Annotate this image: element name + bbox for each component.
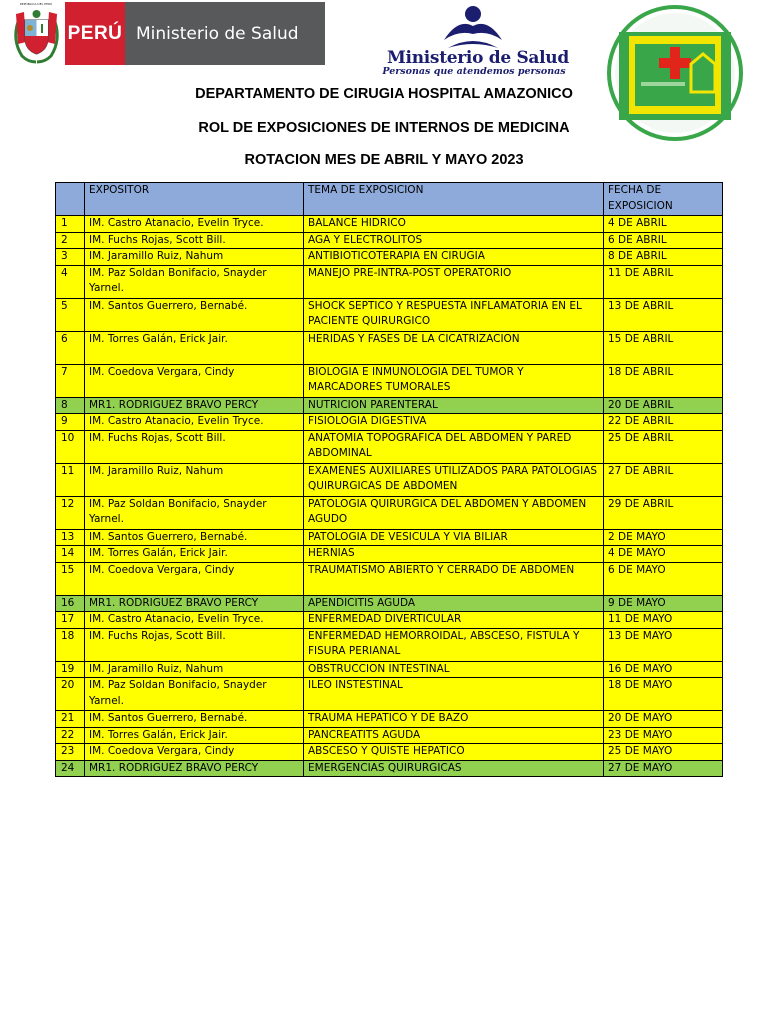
row-number: 15 — [56, 562, 85, 595]
row-fecha: 22 DE ABRIL — [604, 414, 723, 431]
row-number: 23 — [56, 744, 85, 761]
row-number: 10 — [56, 430, 85, 463]
row-fecha: 4 DE MAYO — [604, 546, 723, 563]
row-fecha: 27 DE ABRIL — [604, 463, 723, 496]
row-number: 24 — [56, 760, 85, 777]
peru-ministerio-logo — [8, 2, 325, 65]
minsa-subtitle: Personas que atendemos personas — [382, 66, 566, 77]
row-fecha: 18 DE ABRIL — [604, 364, 723, 397]
row-fecha: 15 DE ABRIL — [604, 331, 723, 364]
minsa-logo — [355, 4, 591, 76]
table-row — [56, 529, 723, 546]
row-fecha: 25 DE ABRIL — [604, 430, 723, 463]
header-expositor: EXPOSITOR — [85, 183, 304, 216]
row-expositor: IM. Torres Galán, Erick Jair. — [85, 727, 304, 744]
schedule-title: ROL DE EXPOSICIONES DE INTERNOS DE MEDICINA — [198, 120, 570, 136]
row-expositor: IM. Coedova Vergara, Cindy — [85, 364, 304, 397]
exposiciones-table — [55, 182, 723, 777]
row-number: 16 — [56, 595, 85, 612]
row-number: 4 — [56, 265, 85, 298]
minsa-people-icon — [438, 4, 508, 50]
table-row — [56, 562, 723, 595]
table-row — [56, 298, 723, 331]
row-fecha: 2 DE MAYO — [604, 529, 723, 546]
row-number: 11 — [56, 463, 85, 496]
row-tema: BIOLOGIA E INMUNOLOGIA DEL TUMOR Y MARCADORES TUMORALES — [304, 364, 604, 397]
row-fecha: 27 DE MAYO — [604, 760, 723, 777]
row-fecha: 13 DE MAYO — [604, 628, 723, 661]
table-row — [56, 661, 723, 678]
row-number: 20 — [56, 678, 85, 711]
row-expositor: IM. Paz Soldan Bonifacio, Snayder Yarnel. — [85, 678, 304, 711]
table-row — [56, 711, 723, 728]
row-number: 6 — [56, 331, 85, 364]
table-row — [56, 595, 723, 612]
row-tema: OBSTRUCCION INTESTINAL — [304, 661, 604, 678]
row-expositor: IM. Castro Atanacio, Evelin Tryce. — [85, 216, 304, 233]
header-number — [56, 183, 85, 216]
row-tema: PATOLOGIA QUIRURGICA DEL ABDOMEN Y ABDOMEN AGUDO — [304, 496, 604, 529]
header-fecha: FECHA DE EXPOSICION — [604, 183, 723, 216]
rotation-title: ROTACION MES DE ABRIL Y MAYO 2023 — [244, 152, 524, 168]
row-expositor: IM. Coedova Vergara, Cindy — [85, 744, 304, 761]
table-row — [56, 397, 723, 414]
row-fecha: 9 DE MAYO — [604, 595, 723, 612]
row-tema: NUTRICION PARENTERAL — [304, 397, 604, 414]
table-row — [56, 612, 723, 629]
row-tema: FISIOLOGIA DIGESTIVA — [304, 414, 604, 431]
row-fecha: 6 DE MAYO — [604, 562, 723, 595]
row-fecha: 29 DE ABRIL — [604, 496, 723, 529]
row-tema: ANTIBIOTICOTERAPIA EN CIRUGIA — [304, 249, 604, 266]
row-number: 8 — [56, 397, 85, 414]
row-number: 3 — [56, 249, 85, 266]
row-number: 19 — [56, 661, 85, 678]
row-fecha: 6 DE ABRIL — [604, 232, 723, 249]
row-expositor: IM. Fuchs Rojas, Scott Bill. — [85, 628, 304, 661]
row-tema: HERIDAS Y FASES DE LA CICATRIZACION — [304, 331, 604, 364]
row-expositor: MR1. RODRIGUEZ BRAVO PERCY — [85, 595, 304, 612]
row-tema: EXAMENES AUXILIARES UTILIZADOS PARA PATOLOGIAS QUIRURGICAS DE ABDOMEN — [304, 463, 604, 496]
row-fecha: 16 DE MAYO — [604, 661, 723, 678]
row-expositor: IM. Torres Galán, Erick Jair. — [85, 331, 304, 364]
ministerio-label: Ministerio de Salud — [125, 2, 325, 65]
table-row — [56, 628, 723, 661]
row-expositor: IM. Paz Soldan Bonifacio, Snayder Yarnel. — [85, 496, 304, 529]
row-expositor: IM. Santos Guerrero, Bernabé. — [85, 711, 304, 728]
row-number: 12 — [56, 496, 85, 529]
row-expositor: IM. Fuchs Rojas, Scott Bill. — [85, 232, 304, 249]
row-fecha: 13 DE ABRIL — [604, 298, 723, 331]
row-tema: EMERGENCIAS QUIRURGICAS — [304, 760, 604, 777]
table-row — [56, 430, 723, 463]
row-fecha: 18 DE MAYO — [604, 678, 723, 711]
table-row — [56, 249, 723, 266]
row-number: 18 — [56, 628, 85, 661]
table-row — [56, 331, 723, 364]
row-expositor: IM. Paz Soldan Bonifacio, Snayder Yarnel. — [85, 265, 304, 298]
row-tema: ANATOMIA TOPOGRAFICA DEL ABDOMEN Y PARED ABDOMINAL — [304, 430, 604, 463]
row-number: 13 — [56, 529, 85, 546]
table-row — [56, 216, 723, 233]
row-expositor: IM. Fuchs Rojas, Scott Bill. — [85, 430, 304, 463]
row-expositor: MR1. RODRIGUEZ BRAVO PERCY — [85, 760, 304, 777]
department-title: DEPARTAMENTO DE CIRUGIA HOSPITAL AMAZONICO — [195, 86, 573, 102]
row-tema: HERNIAS — [304, 546, 604, 563]
table-row — [56, 414, 723, 431]
row-number: 5 — [56, 298, 85, 331]
row-tema: MANEJO PRE-INTRA-POST OPERATORIO — [304, 265, 604, 298]
peru-label: PERÚ — [65, 2, 125, 65]
row-expositor: IM. Castro Atanacio, Evelin Tryce. — [85, 612, 304, 629]
row-expositor: IM. Torres Galán, Erick Jair. — [85, 546, 304, 563]
row-tema: TRAUMA HEPATICO Y DE BAZO — [304, 711, 604, 728]
table-row — [56, 364, 723, 397]
row-number: 7 — [56, 364, 85, 397]
row-tema: ENFERMEDAD DIVERTICULAR — [304, 612, 604, 629]
row-number: 9 — [56, 414, 85, 431]
row-fecha: 20 DE ABRIL — [604, 397, 723, 414]
row-tema: PANCREATITS AGUDA — [304, 727, 604, 744]
row-fecha: 8 DE ABRIL — [604, 249, 723, 266]
row-number: 21 — [56, 711, 85, 728]
row-tema: APENDICITIS AGUDA — [304, 595, 604, 612]
table-row — [56, 232, 723, 249]
table-row — [56, 546, 723, 563]
row-fecha: 11 DE ABRIL — [604, 265, 723, 298]
row-fecha: 25 DE MAYO — [604, 744, 723, 761]
row-number: 14 — [56, 546, 85, 563]
table-header-row — [56, 183, 723, 216]
row-tema: TRAUMATISMO ABIERTO Y CERRADO DE ABDOMEN — [304, 562, 604, 595]
row-tema: PATOLOGIA DE VESICULA Y VIA BILIAR — [304, 529, 604, 546]
minsa-title: Ministerio de Salud — [387, 48, 569, 68]
row-tema: ILEO INSTESTINAL — [304, 678, 604, 711]
row-expositor: MR1. RODRIGUEZ BRAVO PERCY — [85, 397, 304, 414]
table-row — [56, 463, 723, 496]
table-row — [56, 678, 723, 711]
row-number: 2 — [56, 232, 85, 249]
table-row — [56, 496, 723, 529]
row-expositor: IM. Santos Guerrero, Bernabé. — [85, 298, 304, 331]
coat-of-arms-caption: REPÚBLICA DEL PERÚ — [19, 2, 53, 6]
table-row — [56, 744, 723, 761]
table-row — [56, 760, 723, 777]
row-expositor: IM. Jaramillo Ruiz, Nahum — [85, 463, 304, 496]
row-number: 17 — [56, 612, 85, 629]
row-expositor: IM. Coedova Vergara, Cindy — [85, 562, 304, 595]
row-expositor: IM. Jaramillo Ruiz, Nahum — [85, 249, 304, 266]
row-number: 22 — [56, 727, 85, 744]
row-tema: SHOCK SEPTICO Y RESPUESTA INFLAMATORIA EN EL PACIENTE QUIRURGICO — [304, 298, 604, 331]
table-row — [56, 265, 723, 298]
row-tema: ENFERMEDAD HEMORROIDAL, ABSCESO, FISTULA Y FISURA PERIANAL — [304, 628, 604, 661]
row-expositor: IM. Castro Atanacio, Evelin Tryce. — [85, 414, 304, 431]
row-fecha: 20 DE MAYO — [604, 711, 723, 728]
table-row — [56, 727, 723, 744]
row-number: 1 — [56, 216, 85, 233]
row-fecha: 11 DE MAYO — [604, 612, 723, 629]
row-tema: BALANCE HIDRICO — [304, 216, 604, 233]
row-expositor: IM. Jaramillo Ruiz, Nahum — [85, 661, 304, 678]
peru-coat-of-arms-icon — [8, 2, 65, 65]
row-fecha: 23 DE MAYO — [604, 727, 723, 744]
row-tema: ABSCESO Y QUISTE HEPATICO — [304, 744, 604, 761]
row-tema: AGA Y ELECTROLITOS — [304, 232, 604, 249]
row-expositor: IM. Santos Guerrero, Bernabé. — [85, 529, 304, 546]
header-tema: TEMA DE EXPOSICION — [304, 183, 604, 216]
row-fecha: 4 DE ABRIL — [604, 216, 723, 233]
